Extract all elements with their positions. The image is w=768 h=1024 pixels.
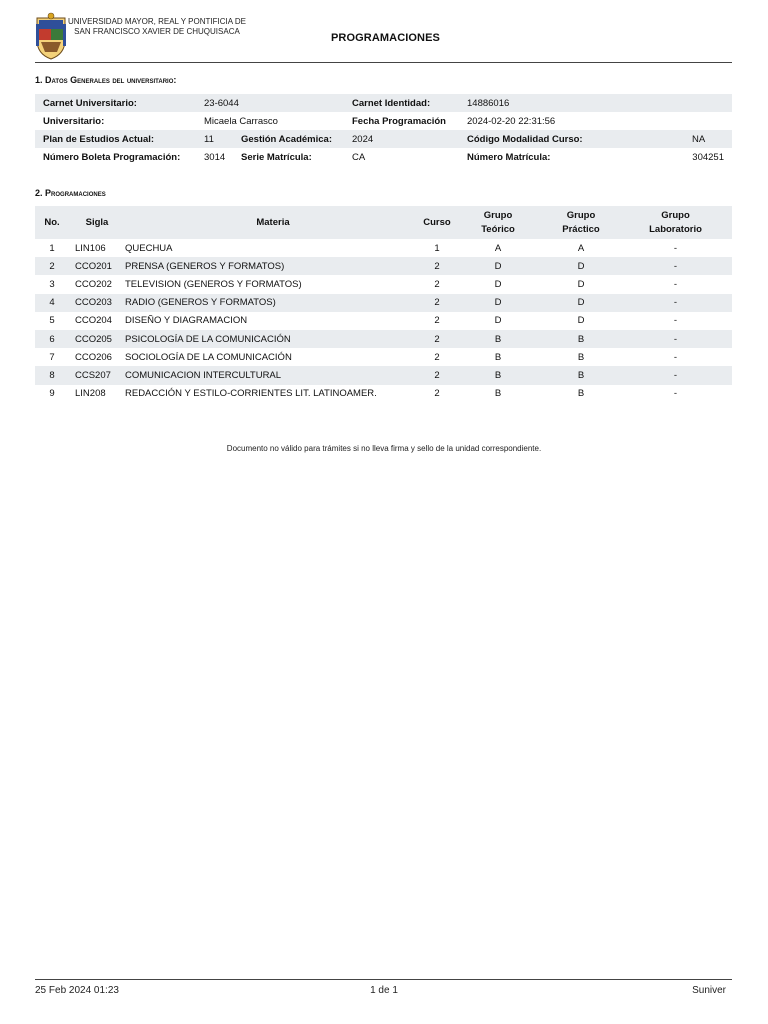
section-programaciones-number: 2. (35, 188, 43, 198)
serie-label: Serie Matrícula: (241, 151, 312, 163)
row-materia: DISEÑO Y DIAGRAMACION (125, 315, 248, 327)
row-sigla: CCO202 (75, 278, 112, 290)
footer-date: 25 Feb 2024 01:23 (35, 985, 119, 996)
row-curso: 2 (434, 351, 440, 363)
boleta-value: 3014 (204, 151, 226, 163)
row-grupo-laboratorio: - (619, 366, 732, 384)
row-sigla: CCO205 (69, 330, 125, 348)
row-curso: 2 (434, 388, 440, 400)
row-grupo-teorico: D (453, 294, 543, 312)
numero-matricula-label: Número Matrícula: (467, 151, 551, 163)
row-grupo-laboratorio: - (673, 242, 678, 254)
university-name (68, 17, 246, 37)
validity-notice: Documento no válido para trámites si no lleva firma y sello de la unidad correspondiente. (226, 444, 542, 453)
row-no: 5 (49, 315, 55, 327)
row-no: 4 (35, 294, 69, 312)
row-sigla: CCO204 (75, 315, 112, 327)
universitario-label: Universitario: (43, 115, 105, 127)
table-row (35, 294, 732, 312)
programaciones-table (35, 206, 732, 403)
row-grupo-practico: D (543, 257, 619, 275)
serie-value: CA (352, 151, 366, 163)
row-sigla: CCO203 (69, 294, 125, 312)
row-curso: 2 (421, 294, 453, 312)
table-header-row (35, 206, 732, 239)
row-grupo-teorico: B (494, 351, 502, 363)
general-data-table (35, 94, 732, 166)
footer-page-number: 1 de 1 (370, 985, 398, 996)
col-header-no: No. (35, 206, 69, 239)
row-no: 2 (35, 257, 69, 275)
row-grupo-laboratorio: - (673, 278, 678, 290)
section-general-label: Datos Generales del universitario: (45, 75, 177, 85)
row-materia: REDACCIÓN Y ESTILO-CORRIENTES LIT. LATINOAMER. (125, 388, 377, 400)
codigo-modalidad-label: Código Modalidad Curso: (467, 130, 692, 148)
general-row (35, 112, 732, 130)
row-grupo-practico: D (577, 278, 585, 290)
col-header-grupo-teorico (453, 206, 543, 239)
row-sigla: LIN106 (75, 242, 106, 254)
row-grupo-teorico: D (494, 278, 502, 290)
col-header-grupo-teorico-line1: Grupo (483, 209, 513, 221)
university-crest-logo (35, 12, 67, 60)
row-grupo-laboratorio: - (673, 388, 678, 400)
row-materia: PSICOLOGÍA DE LA COMUNICACIÓN (125, 330, 421, 348)
programaciones-body (35, 239, 732, 403)
row-grupo-teorico: B (453, 366, 543, 384)
row-grupo-practico: A (577, 242, 585, 254)
row-materia: TELEVISION (GENEROS Y FORMATOS) (125, 278, 302, 290)
row-no: 8 (35, 366, 69, 384)
footer-divider (35, 979, 732, 980)
row-no: 6 (35, 330, 69, 348)
col-header-grupo-practico (543, 206, 619, 239)
boleta-label: Número Boleta Programación: (43, 151, 181, 163)
page-title: PROGRAMACIONES (331, 32, 440, 44)
row-sigla: CCO201 (69, 257, 125, 275)
row-grupo-teorico: D (453, 257, 543, 275)
row-materia: PRENSA (GENEROS Y FORMATOS) (125, 257, 421, 275)
carnet-universitario-label: Carnet Universitario: (35, 94, 204, 112)
table-row (35, 366, 732, 384)
row-grupo-laboratorio: - (673, 351, 678, 363)
general-row (35, 148, 732, 166)
section-general-title (35, 75, 176, 85)
row-curso: 2 (421, 257, 453, 275)
row-grupo-practico: D (577, 315, 585, 327)
carnet-identidad-label: Carnet Identidad: (352, 94, 467, 112)
row-grupo-teorico: B (494, 388, 502, 400)
fecha-programacion-value: 2024-02-20 22:31:56 (467, 115, 556, 127)
gestion-label: Gestión Académica: (241, 130, 352, 148)
row-grupo-practico: B (543, 366, 619, 384)
row-grupo-teorico: D (494, 315, 502, 327)
general-row (35, 130, 732, 148)
row-grupo-laboratorio: - (619, 257, 732, 275)
fecha-programacion-label: Fecha Programación (352, 115, 446, 127)
col-header-sigla: Sigla (69, 206, 125, 239)
table-row (35, 348, 732, 366)
university-name-line2: SAN FRANCISCO XAVIER DE CHUQUISACA (74, 27, 240, 36)
row-grupo-practico: B (577, 351, 585, 363)
row-grupo-laboratorio: - (619, 294, 732, 312)
carnet-universitario-value: 23-6044 (204, 94, 352, 112)
col-header-grupo-practico-line1: Grupo (566, 209, 596, 221)
row-sigla: LIN208 (75, 388, 106, 400)
row-grupo-laboratorio: - (619, 330, 732, 348)
row-grupo-practico: B (577, 388, 585, 400)
row-grupo-laboratorio: - (673, 315, 678, 327)
university-name-line1: UNIVERSIDAD MAYOR, REAL Y PONTIFICIA DE (68, 17, 246, 26)
footer-system-name: Suniver (692, 985, 726, 996)
table-row (35, 239, 732, 257)
gestion-value: 2024 (352, 130, 467, 148)
col-header-materia: Materia (125, 206, 421, 239)
col-header-curso: Curso (421, 206, 453, 239)
row-curso: 1 (434, 242, 440, 254)
row-materia: RADIO (GENEROS Y FORMATOS) (125, 294, 421, 312)
row-curso: 2 (421, 366, 453, 384)
table-row (35, 330, 732, 348)
table-row (35, 385, 732, 403)
table-row (35, 275, 732, 293)
row-no: 7 (49, 351, 55, 363)
row-materia: QUECHUA (125, 242, 173, 254)
row-no: 3 (49, 278, 55, 290)
row-no: 9 (49, 388, 55, 400)
universitario-value: Micaela Carrasco (204, 115, 278, 127)
row-curso: 2 (421, 330, 453, 348)
col-header-grupo-lab-line1: Grupo (661, 209, 690, 221)
general-row (35, 94, 732, 112)
row-materia: COMUNICACION INTERCULTURAL (125, 366, 421, 384)
row-sigla: CCS207 (69, 366, 125, 384)
codigo-modalidad-value: NA (692, 130, 732, 148)
plan-value: 11 (204, 130, 241, 148)
col-header-grupo-teorico-line2: Teórico (481, 223, 515, 235)
row-grupo-practico: D (543, 294, 619, 312)
row-grupo-teorico: A (494, 242, 502, 254)
row-curso: 2 (434, 278, 440, 290)
col-header-grupo-laboratorio (619, 206, 732, 239)
table-row (35, 312, 732, 330)
section-general-number: 1. (35, 75, 43, 85)
col-header-grupo-lab-line2: Laboratorio (649, 223, 702, 235)
row-sigla: CCO206 (75, 351, 112, 363)
row-no: 1 (49, 242, 55, 254)
numero-matricula-value: 304251 (692, 151, 724, 163)
table-row (35, 257, 732, 275)
section-programaciones-title (35, 188, 106, 198)
col-header-grupo-practico-line2: Práctico (562, 223, 600, 235)
row-grupo-teorico: B (453, 330, 543, 348)
row-curso: 2 (434, 315, 440, 327)
row-grupo-practico: B (543, 330, 619, 348)
plan-label: Plan de Estudios Actual: (35, 130, 204, 148)
row-materia: SOCIOLOGÍA DE LA COMUNICACIÓN (125, 351, 292, 363)
section-programaciones-label: Programaciones (45, 188, 106, 198)
document-header (35, 10, 732, 63)
carnet-identidad-value: 14886016 (467, 94, 732, 112)
